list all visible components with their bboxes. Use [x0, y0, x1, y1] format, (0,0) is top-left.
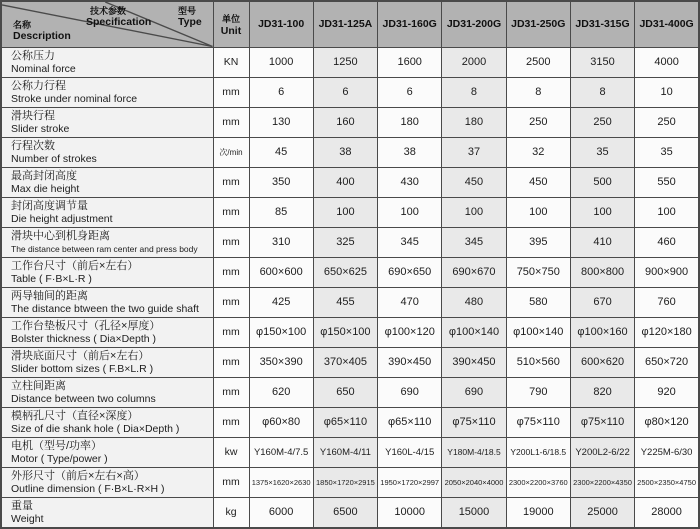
row-label: [1, 77, 213, 107]
row-label-en: Bolster thickness ( Dia×Depth ): [11, 332, 157, 345]
spec-value-cell: 45: [249, 137, 313, 167]
spec-value-cell: φ60×80: [249, 407, 313, 437]
spec-value-cell: 4000: [635, 47, 699, 77]
spec-value-cell: φ150×100: [249, 317, 313, 347]
unit-cell: mm: [213, 317, 249, 347]
model-column-header: JD31-400G: [635, 1, 699, 47]
spec-value-cell: 10000: [378, 497, 442, 528]
model-column-header: JD31-100: [249, 1, 313, 47]
spec-value-cell: φ100×140: [442, 317, 506, 347]
spec-value-cell: 650×625: [313, 257, 377, 287]
table-body: [1, 47, 699, 528]
table-row: [1, 167, 699, 197]
model-column-header: JD31-160G: [378, 1, 442, 47]
row-label-en: Outline dimension ( F·B×L·R×H ): [11, 482, 165, 495]
spec-value-cell: 390×450: [442, 347, 506, 377]
row-label-cn: 外形尺寸（前后×左右×高）: [11, 469, 145, 482]
spec-value-cell: 85: [249, 197, 313, 227]
row-label: [1, 257, 213, 287]
header-description: [13, 20, 71, 42]
spec-value-cell: 370×405: [313, 347, 377, 377]
spec-value-cell: 1000: [249, 47, 313, 77]
spec-value-cell: φ75×110: [570, 407, 634, 437]
spec-value-cell: 390×450: [378, 347, 442, 377]
spec-value-cell: 28000: [635, 497, 699, 528]
unit-cell: kg: [213, 497, 249, 528]
unit-cell: mm: [213, 167, 249, 197]
spec-value-cell: 350: [249, 167, 313, 197]
spec-value-cell: 6: [378, 77, 442, 107]
spec-value-cell: Y225M-6/30: [635, 437, 699, 467]
spec-value-cell: 8: [570, 77, 634, 107]
spec-value-cell: φ100×120: [378, 317, 442, 347]
spec-value-cell: 35: [570, 137, 634, 167]
unit-cell: mm: [213, 197, 249, 227]
spec-value-cell: 3150: [570, 47, 634, 77]
spec-value-cell: 580: [506, 287, 570, 317]
spec-value-cell: 345: [442, 227, 506, 257]
spec-value-cell: 460: [635, 227, 699, 257]
unit-header-cn: 单位: [221, 13, 240, 24]
table-row: [1, 47, 699, 77]
header-specification: [86, 6, 151, 28]
table-row: [1, 497, 699, 528]
row-label-en: Die height adjustment: [11, 212, 113, 225]
spec-value-cell: 2500×2350×4750: [635, 467, 699, 497]
spec-value-cell: φ80×120: [635, 407, 699, 437]
spec-value-cell: 38: [378, 137, 442, 167]
unit-cell: KN: [213, 47, 249, 77]
spec-value-cell: Y200L2-6/22: [570, 437, 634, 467]
spec-value-cell: 19000: [506, 497, 570, 528]
row-label-en: The distance btween the two guide shaft: [11, 302, 199, 315]
row-label-en: Table ( F·B×L·R ): [11, 272, 92, 285]
spec-value-cell: φ65×110: [378, 407, 442, 437]
row-label-cn: 公称压力: [11, 49, 55, 62]
table-row: [1, 407, 699, 437]
spec-value-cell: 410: [570, 227, 634, 257]
spec-value-cell: 690: [378, 377, 442, 407]
spec-value-cell: 1375×1620×2630: [249, 467, 313, 497]
spec-value-cell: 310: [249, 227, 313, 257]
row-label: [1, 377, 213, 407]
unit-cell: mm: [213, 467, 249, 497]
table-row: [1, 257, 699, 287]
unit-cell: mm: [213, 77, 249, 107]
table-row: [1, 287, 699, 317]
spec-value-cell: 100: [378, 197, 442, 227]
table-row: [1, 437, 699, 467]
unit-cell: mm: [213, 287, 249, 317]
row-label-en: The distance between ram center and press body: [11, 243, 198, 254]
spec-value-cell: φ120×180: [635, 317, 699, 347]
table-row: [1, 107, 699, 137]
spec-value-cell: 1950×1720×2997: [378, 467, 442, 497]
row-label-cn: 工作台垫板尺寸（孔径×厚度）: [11, 319, 161, 332]
spec-value-cell: 600×600: [249, 257, 313, 287]
row-label-en: Max die height: [11, 182, 80, 195]
spec-value-cell: 690×650: [378, 257, 442, 287]
row-label: [1, 347, 213, 377]
spec-value-cell: 690×670: [442, 257, 506, 287]
spec-value-cell: φ100×140: [506, 317, 570, 347]
spec-value-cell: 760: [635, 287, 699, 317]
header-specification-en: Specification: [86, 16, 152, 28]
table-row: [1, 197, 699, 227]
spec-value-cell: 325: [313, 227, 377, 257]
spec-value-cell: φ150×100: [313, 317, 377, 347]
spec-value-cell: 510×560: [506, 347, 570, 377]
spec-value-cell: 15000: [442, 497, 506, 528]
model-column-header: JD31-250G: [506, 1, 570, 47]
spec-value-cell: 8: [442, 77, 506, 107]
unit-cell: mm: [213, 257, 249, 287]
header-type: [178, 6, 202, 28]
spec-value-cell: 620: [249, 377, 313, 407]
row-label-cn: 滑块底面尺寸（前后×左右）: [11, 349, 150, 362]
spec-value-cell: 450: [506, 167, 570, 197]
spec-value-cell: 650: [313, 377, 377, 407]
table-row: [1, 377, 699, 407]
spec-value-cell: 2050×2040×4000: [442, 467, 506, 497]
row-label: [1, 317, 213, 347]
row-label-en: Number of strokes: [11, 152, 97, 165]
spec-value-cell: 500: [570, 167, 634, 197]
spec-value-cell: 35: [635, 137, 699, 167]
spec-value-cell: Y200L1-6/18.5: [506, 437, 570, 467]
spec-value-cell: 430: [378, 167, 442, 197]
spec-value-cell: 180: [378, 107, 442, 137]
spec-value-cell: 100: [570, 197, 634, 227]
header-description-cn: 名称: [13, 20, 32, 30]
spec-value-cell: 820: [570, 377, 634, 407]
spec-value-cell: 550: [635, 167, 699, 197]
spec-value-cell: 160: [313, 107, 377, 137]
table-row: [1, 467, 699, 497]
row-label: [1, 197, 213, 227]
model-column-header: JD31-315G: [570, 1, 634, 47]
table-row: [1, 77, 699, 107]
model-column-header: JD31-200G: [442, 1, 506, 47]
spec-value-cell: 790: [506, 377, 570, 407]
row-label-cn: 两导轴间的距离: [11, 289, 88, 302]
row-label-cn: 行程次数: [11, 139, 55, 152]
row-label: [1, 47, 213, 77]
row-label: [1, 227, 213, 257]
header-type-en: Type: [178, 16, 202, 28]
table-row: [1, 137, 699, 167]
spec-value-cell: Y160M-4/11: [313, 437, 377, 467]
spec-value-cell: 100: [313, 197, 377, 227]
table-row: [1, 227, 699, 257]
row-label: [1, 107, 213, 137]
spec-value-cell: 450: [442, 167, 506, 197]
spec-value-cell: 32: [506, 137, 570, 167]
spec-value-cell: 670: [570, 287, 634, 317]
row-label: [1, 497, 213, 528]
unit-cell: mm: [213, 107, 249, 137]
unit-cell: mm: [213, 377, 249, 407]
unit-cell: mm: [213, 347, 249, 377]
spec-value-cell: 250: [570, 107, 634, 137]
spec-value-cell: 395: [506, 227, 570, 257]
spec-value-cell: 2000: [442, 47, 506, 77]
spec-value-cell: 6: [313, 77, 377, 107]
spec-value-cell: 800×800: [570, 257, 634, 287]
unit-column-header: [213, 1, 249, 47]
spec-value-cell: 2300×2200×4350: [570, 467, 634, 497]
spec-value-cell: φ65×110: [313, 407, 377, 437]
row-label-cn: 电机（型号/功率）: [11, 439, 103, 452]
unit-cell: mm: [213, 407, 249, 437]
row-label-cn: 封闭高度调节量: [11, 199, 88, 212]
spec-value-cell: 10: [635, 77, 699, 107]
spec-value-cell: 1600: [378, 47, 442, 77]
row-label-en: Size of die shank hole ( Dia×Depth ): [11, 422, 180, 435]
unit-cell: 次/min: [213, 137, 249, 167]
spec-value-cell: 2500: [506, 47, 570, 77]
header-specification-cn: 技术参数: [90, 6, 127, 16]
row-label: [1, 407, 213, 437]
spec-value-cell: 455: [313, 287, 377, 317]
row-label-cn: 工作台尺寸（前后×左右）: [11, 259, 139, 272]
row-label-en: Slider stroke: [11, 122, 70, 135]
spec-value-cell: 8: [506, 77, 570, 107]
spec-value-cell: 600×620: [570, 347, 634, 377]
table-header: [1, 1, 699, 47]
row-label: [1, 167, 213, 197]
unit-cell: mm: [213, 227, 249, 257]
row-label-cn: 重量: [11, 499, 33, 512]
model-column-header: JD31-125A: [313, 1, 377, 47]
spec-value-cell: φ75×110: [506, 407, 570, 437]
header-type-cn: 型号: [178, 6, 197, 16]
spec-value-cell: 180: [442, 107, 506, 137]
spec-value-cell: 920: [635, 377, 699, 407]
unit-header-en: Unit: [220, 24, 242, 37]
header-description-en: Description: [13, 30, 71, 42]
spec-value-cell: 38: [313, 137, 377, 167]
spec-value-cell: 425: [249, 287, 313, 317]
spec-value-cell: 400: [313, 167, 377, 197]
row-label-cn: 模柄孔尺寸（直径×深度）: [11, 409, 139, 422]
spec-value-cell: Y180M-4/18.5: [442, 437, 506, 467]
spec-value-cell: Y160L-4/15: [378, 437, 442, 467]
row-label-en: Slider bottom sizes ( F.B×L.R ): [11, 362, 154, 375]
spec-value-cell: 100: [635, 197, 699, 227]
row-label: [1, 287, 213, 317]
row-label: [1, 467, 213, 497]
spec-value-cell: 250: [506, 107, 570, 137]
row-label-cn: 最高封闭高度: [11, 169, 77, 182]
spec-value-cell: 350×390: [249, 347, 313, 377]
spec-value-cell: 100: [442, 197, 506, 227]
spec-value-cell: 345: [378, 227, 442, 257]
spec-value-cell: 900×900: [635, 257, 699, 287]
row-label-cn: 公称力行程: [11, 79, 66, 92]
row-label-en: Motor ( Type/power ): [11, 452, 108, 465]
spec-value-cell: 470: [378, 287, 442, 317]
spec-value-cell: 6: [249, 77, 313, 107]
row-label-cn: 立柱间距离: [11, 379, 66, 392]
spec-value-cell: 6500: [313, 497, 377, 528]
spec-value-cell: 650×720: [635, 347, 699, 377]
spec-value-cell: 6000: [249, 497, 313, 528]
spec-value-cell: 750×750: [506, 257, 570, 287]
spec-value-cell: Y160M-4/7.5: [249, 437, 313, 467]
row-label: [1, 137, 213, 167]
row-label-cn: 滑块中心到机身距离: [11, 229, 110, 242]
header-row: [1, 1, 699, 47]
spec-value-cell: 130: [249, 107, 313, 137]
spec-value-cell: 480: [442, 287, 506, 317]
table-row: [1, 317, 699, 347]
spec-value-cell: 250: [635, 107, 699, 137]
unit-cell: kw: [213, 437, 249, 467]
spec-value-cell: 2300×2200×3760: [506, 467, 570, 497]
row-label-en: Distance between two columns: [11, 392, 156, 405]
spec-value-cell: 1850×1720×2915: [313, 467, 377, 497]
table-row: [1, 347, 699, 377]
row-label-en: Nominal force: [11, 62, 76, 75]
spec-value-cell: 100: [506, 197, 570, 227]
spec-value-cell: φ75×110: [442, 407, 506, 437]
row-label-cn: 滑块行程: [11, 109, 55, 122]
spec-value-cell: 690: [442, 377, 506, 407]
row-label-en: Stroke under nominal force: [11, 92, 138, 105]
row-label: [1, 437, 213, 467]
spec-value-cell: 1250: [313, 47, 377, 77]
spec-value-cell: 25000: [570, 497, 634, 528]
spec-value-cell: φ100×160: [570, 317, 634, 347]
diagonal-header-cell: [1, 1, 213, 47]
spec-value-cell: 37: [442, 137, 506, 167]
row-label-en: Weight: [11, 512, 44, 525]
